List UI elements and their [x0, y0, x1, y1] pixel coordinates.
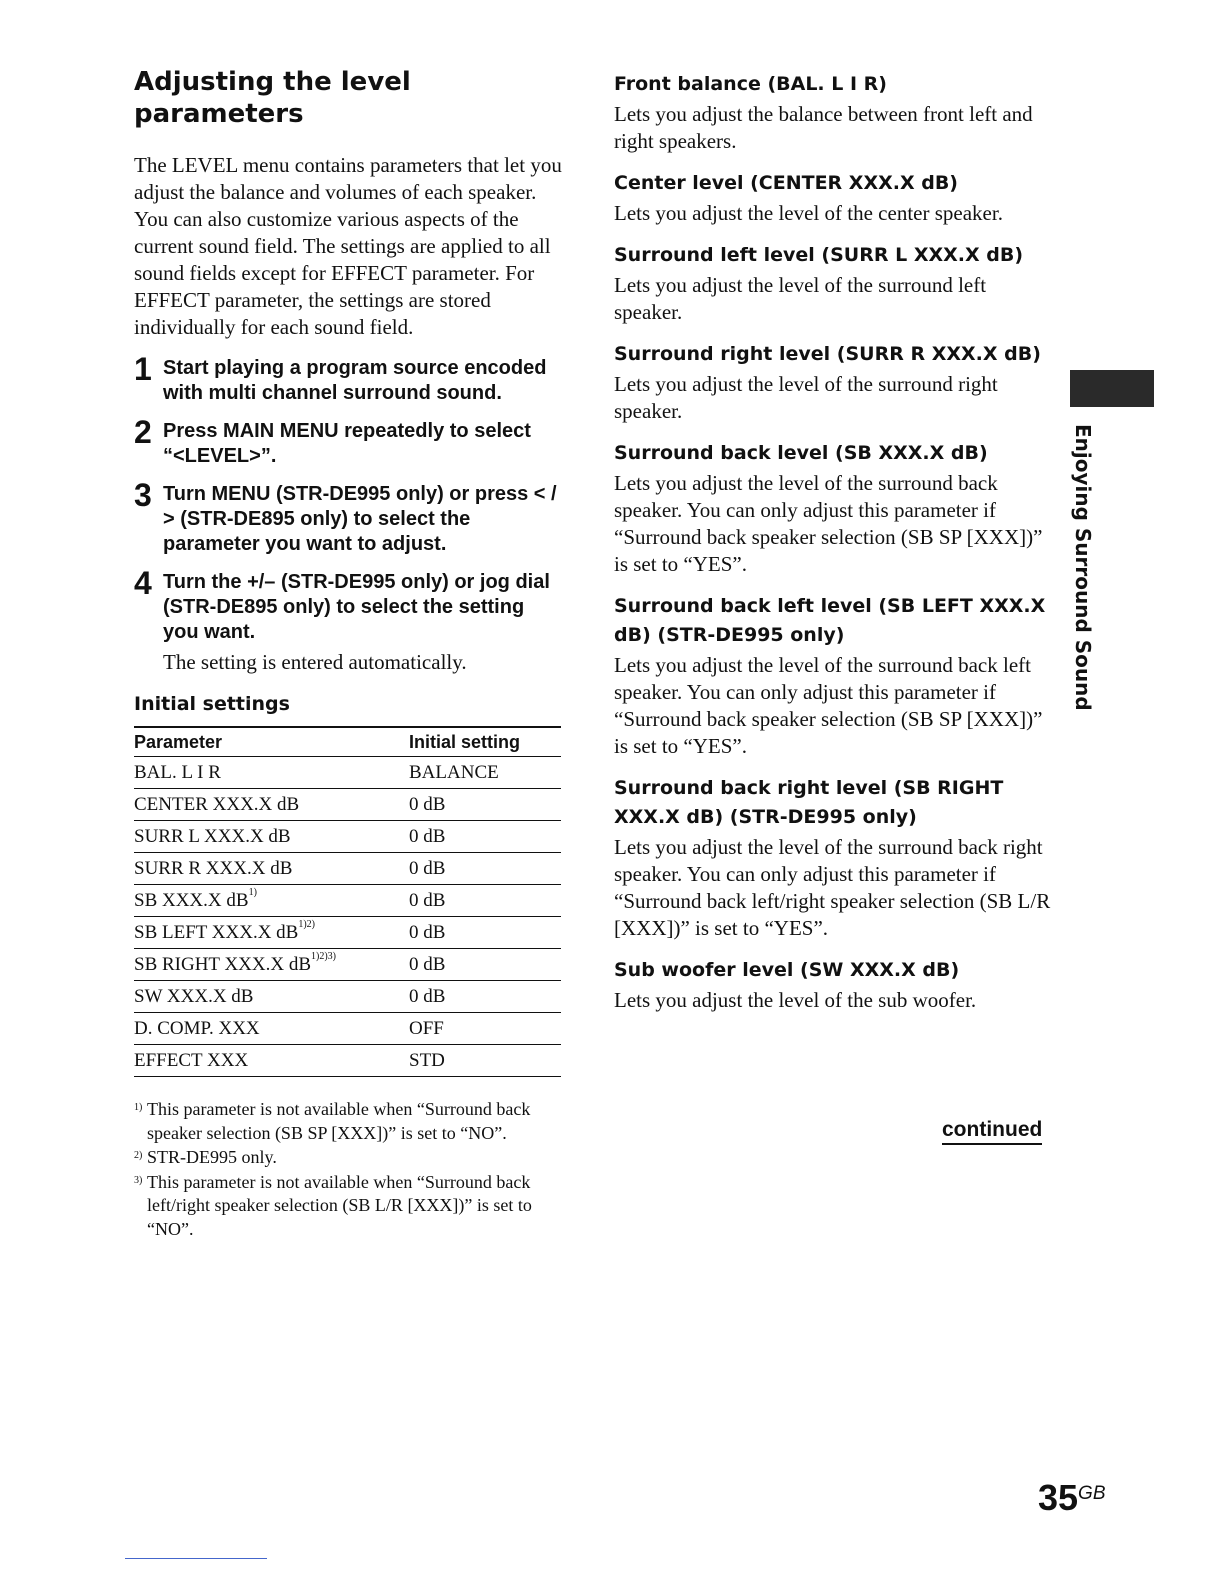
initial-settings-heading: Initial settings	[134, 693, 290, 715]
step-text: Start playing a program source encoded with multi channel surround sound.	[163, 357, 547, 404]
parameter-cell: SURR L XXX.X dB	[134, 821, 409, 853]
table-row	[134, 1045, 561, 1077]
param-surround-back-left-level	[614, 592, 1054, 760]
param-description: Lets you adjust the level of the surround left speaker.	[614, 273, 987, 324]
footnote-mark: 3)	[134, 1174, 143, 1186]
param-heading: Center level (CENTER XXX.X dB)	[614, 172, 958, 194]
table-row	[134, 917, 561, 949]
step-number: 3	[134, 477, 152, 513]
page-number	[1038, 1478, 1106, 1518]
step-2	[134, 414, 564, 469]
table-row	[134, 821, 561, 853]
step-1	[134, 351, 564, 406]
parameter-cell: SB RIGHT XXX.X $dB^{1)2)3)}$	[134, 949, 409, 981]
value-cell: 0 dB	[409, 981, 561, 1013]
parameter-cell: D. COMP. XXX	[134, 1013, 409, 1045]
table-row	[134, 949, 561, 981]
footnote	[134, 1098, 564, 1145]
table-row	[134, 981, 561, 1013]
param-surround-left-level	[614, 241, 1054, 326]
value-cell: 0 dB	[409, 853, 561, 885]
param-front-balance	[614, 70, 1054, 155]
initial-settings-table	[134, 726, 561, 1077]
param-description: Lets you adjust the level of the sub woofer.	[614, 988, 977, 1012]
table-row	[134, 789, 561, 821]
step-text: Press MAIN MENU repeatedly to select “<LEVEL>”.	[163, 420, 531, 467]
value-cell: 0 dB	[409, 821, 561, 853]
parameter-cell: SB XXX.X $dB^{1)}$	[134, 885, 409, 917]
value-cell: 0 dB	[409, 917, 561, 949]
step-4	[134, 565, 564, 676]
param-heading: Surround back level (SB XXX.X dB)	[614, 442, 988, 464]
parameter-cell: BAL. L I R	[134, 757, 409, 789]
table-row	[134, 885, 561, 917]
page-number-suffix: GB	[1078, 1483, 1106, 1504]
continued-label: continued	[942, 1118, 1042, 1145]
footnote-text: This parameter is not available when “Surround back speaker selection (SB SP [XXX])” is set to “NO”.	[147, 1099, 531, 1143]
intro-paragraph: The LEVEL menu contains parameters that let you adjust the balance and volumes of each speaker. You can also customize various aspects of the current sound field. The settings are applied to all sound fields except for EFFECT parameter. For EFFECT parameter, the settings are stored individually for each sound field.	[134, 153, 562, 339]
step-number: 2	[134, 414, 152, 450]
value-cell: BALANCE	[409, 757, 561, 789]
param-heading: Surround left level (SURR L XXX.X dB)	[614, 244, 1024, 266]
param-heading: Surround right level (SURR R XXX.X dB)	[614, 343, 1041, 365]
section-side-label	[1071, 424, 1095, 724]
param-surround-back-right-level	[614, 774, 1054, 942]
param-description: Lets you adjust the level of the surround right speaker.	[614, 372, 998, 423]
footnote-ref: 1)	[248, 886, 257, 898]
param-heading: Surround back right level (SB RIGHT XXX.X dB) (STR-DE995 only)	[614, 777, 1004, 828]
footnote	[134, 1171, 564, 1242]
value-cell: 0 dB	[409, 885, 561, 917]
column-header-parameter: Parameter	[134, 727, 409, 757]
footnotes	[134, 1098, 564, 1241]
step-number: 1	[134, 351, 152, 387]
param-description: Lets you adjust the level of the surround back right speaker. You can only adjust this parameter if “Surround back left/right speaker selection (SB L/R [XXX])” is set to “YES”.	[614, 835, 1051, 940]
value-cell: 0 dB	[409, 789, 561, 821]
param-surround-back-level	[614, 439, 1054, 578]
footnote-text: STR-DE995 only.	[147, 1147, 277, 1167]
param-heading: Sub woofer level (SW XXX.X dB)	[614, 959, 960, 981]
step-text: Turn MENU (STR-DE995 only) or press < / > (STR-DE895 only) to select the parameter you want to adjust.	[163, 483, 557, 555]
column-header-initial-setting: Initial setting	[409, 727, 561, 757]
footnote-text: This parameter is not available when “Surround back left/right speaker selection (SB L/R [XXX])” is set to “NO”.	[147, 1171, 532, 1239]
table-header-row	[134, 727, 561, 757]
parameter-cell: CENTER XXX.X dB	[134, 789, 409, 821]
parameter-cell: SB LEFT XXX.X $dB^{1)2)}$	[134, 917, 409, 949]
left-column	[134, 66, 564, 1242]
footnote-ref: 1)2)	[298, 918, 316, 930]
value-cell: OFF	[409, 1013, 561, 1045]
param-surround-right-level	[614, 340, 1054, 425]
table-row	[134, 757, 561, 789]
side-label-text: Enjoying Surround Sound	[1071, 424, 1095, 711]
footnote-mark: 2)	[134, 1150, 143, 1161]
param-description: Lets you adjust the level of the surround back left speaker. You can only adjust this parameter if “Surround back speaker selection (SB SP [XXX])” is set to “YES”.	[614, 653, 1043, 758]
parameter-cell: SW XXX.X dB	[134, 981, 409, 1013]
param-heading: Front balance (BAL. L I R)	[614, 73, 887, 95]
param-center-level	[614, 169, 1054, 227]
param-description: Lets you adjust the balance between front left and right speakers.	[614, 102, 1033, 153]
footnote-mark: 1)	[134, 1102, 143, 1113]
page-number-value: 35	[1038, 1477, 1079, 1518]
parameter-cell: SURR R XXX.X dB	[134, 853, 409, 885]
value-cell: STD	[409, 1045, 561, 1077]
param-sub-woofer-level	[614, 956, 1054, 1014]
parameter-cell: EFFECT XXX	[134, 1045, 409, 1077]
step-text: Turn the +/– (STR-DE995 only) or jog dial (STR-DE895 only) to select the setting you want.	[163, 571, 550, 643]
value-cell: 0 dB	[409, 949, 561, 981]
section-tab-marker	[1070, 370, 1154, 407]
step-list	[134, 351, 564, 676]
step-number: 4	[134, 565, 152, 601]
right-column	[614, 70, 1054, 1028]
footnote	[134, 1146, 564, 1170]
bottom-divider	[125, 1558, 267, 1559]
param-heading: Surround back left level (SB LEFT XXX.X dB) (STR-DE995 only)	[614, 595, 1046, 646]
page-title: Adjusting the level parameters	[134, 67, 411, 129]
footnote-ref: 1)2)3)	[311, 950, 337, 962]
table-row	[134, 853, 561, 885]
param-description: Lets you adjust the level of the center speaker.	[614, 201, 1003, 225]
param-description: Lets you adjust the level of the surround back speaker. You can only adjust this parameter if “Surround back speaker selection (SB SP [XXX])” is set to “YES”.	[614, 471, 1043, 576]
step-3	[134, 477, 564, 557]
step-note: The setting is entered automatically.	[163, 650, 467, 674]
table-row	[134, 1013, 561, 1045]
